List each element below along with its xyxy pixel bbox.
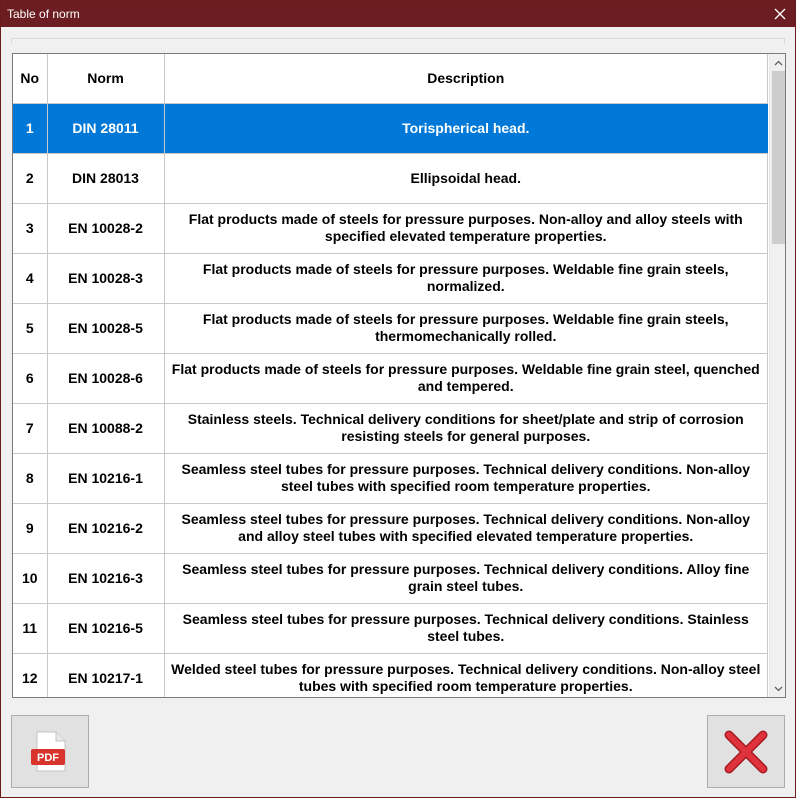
close-dialog-button[interactable] <box>707 715 785 788</box>
cell-description[interactable]: Welded steel tubes for pressure purposes. Technical delivery conditions. Non-alloy steel tubes with specified room temperature properties. <box>164 653 768 698</box>
cell-no[interactable]: 11 <box>13 603 47 653</box>
table-row[interactable] <box>13 503 768 553</box>
cell-description[interactable]: Stainless steels. Technical delivery conditions for sheet/plate and strip of corrosion resisting steels for general purposes. <box>164 403 768 453</box>
cell-norm[interactable]: EN 10216-5 <box>47 603 164 653</box>
cell-no[interactable]: 2 <box>13 153 47 203</box>
cell-description[interactable]: Flat products made of steels for pressure purposes. Weldable fine grain steel, quenched and tempered. <box>164 353 768 403</box>
cell-norm[interactable]: EN 10216-2 <box>47 503 164 553</box>
cell-no[interactable]: 12 <box>13 653 47 698</box>
cell-norm[interactable]: EN 10088-2 <box>47 403 164 453</box>
close-icon <box>774 8 786 20</box>
cell-no[interactable]: 7 <box>13 403 47 453</box>
window-title: Table of norm <box>7 7 80 21</box>
chevron-up-icon <box>774 60 783 66</box>
title-bar[interactable] <box>1 1 795 27</box>
pdf-file-icon <box>27 729 73 775</box>
column-header-norm[interactable]: Norm <box>47 54 164 103</box>
red-x-icon <box>723 729 769 775</box>
column-header-description[interactable]: Description <box>164 54 768 103</box>
norm-grid[interactable] <box>12 53 786 698</box>
cell-norm[interactable]: EN 10217-1 <box>47 653 164 698</box>
norm-table <box>13 54 768 698</box>
cell-no[interactable]: 10 <box>13 553 47 603</box>
chevron-down-icon <box>774 686 783 692</box>
table-row[interactable] <box>13 203 768 253</box>
header-row <box>13 54 768 103</box>
cell-description[interactable]: Ellipsoidal head. <box>164 153 768 203</box>
cell-norm[interactable]: EN 10216-1 <box>47 453 164 503</box>
cell-description[interactable]: Seamless steel tubes for pressure purposes. Technical delivery conditions. Stainless steel tubes. <box>164 603 768 653</box>
group-frame <box>11 38 785 44</box>
cell-no[interactable]: 8 <box>13 453 47 503</box>
table-row[interactable] <box>13 553 768 603</box>
cell-description[interactable]: Seamless steel tubes for pressure purposes. Technical delivery conditions. Non-alloy and alloy steel tubes with specified elevated temperature properties. <box>164 503 768 553</box>
cell-no[interactable]: 1 <box>13 103 47 153</box>
table-row[interactable] <box>13 603 768 653</box>
cell-norm[interactable]: DIN 28013 <box>47 153 164 203</box>
table-row[interactable] <box>13 253 768 303</box>
pdf-label: PDF <box>37 751 59 764</box>
cell-norm[interactable]: DIN 28011 <box>47 103 164 153</box>
column-header-no[interactable]: No <box>13 54 47 103</box>
cell-norm[interactable]: EN 10028-3 <box>47 253 164 303</box>
table-row[interactable] <box>13 303 768 353</box>
cell-no[interactable]: 6 <box>13 353 47 403</box>
cell-no[interactable]: 5 <box>13 303 47 353</box>
cell-norm[interactable]: EN 10028-2 <box>47 203 164 253</box>
cell-description[interactable]: Flat products made of steels for pressure purposes. Weldable fine grain steels, thermomechanically rolled. <box>164 303 768 353</box>
window-close-button[interactable] <box>765 1 795 27</box>
cell-description[interactable]: Seamless steel tubes for pressure purposes. Technical delivery conditions. Non-alloy steel tubes with specified room temperature properties. <box>164 453 768 503</box>
vertical-scrollbar[interactable] <box>769 54 786 697</box>
table-row[interactable] <box>13 453 768 503</box>
scroll-up-button[interactable] <box>770 54 786 71</box>
cell-norm[interactable]: EN 10028-6 <box>47 353 164 403</box>
cell-description[interactable]: Torispherical head. <box>164 103 768 153</box>
table-row[interactable] <box>13 103 768 153</box>
table-row[interactable] <box>13 653 768 698</box>
cell-description[interactable]: Flat products made of steels for pressure purposes. Non-alloy and alloy steels with specified elevated temperature properties. <box>164 203 768 253</box>
cell-norm[interactable]: EN 10216-3 <box>47 553 164 603</box>
cell-no[interactable]: 3 <box>13 203 47 253</box>
table-row[interactable] <box>13 403 768 453</box>
table-row[interactable] <box>13 353 768 403</box>
cell-description[interactable]: Seamless steel tubes for pressure purposes. Technical delivery conditions. Alloy fine grain steel tubes. <box>164 553 768 603</box>
cell-no[interactable]: 9 <box>13 503 47 553</box>
table-row[interactable] <box>13 153 768 203</box>
scroll-thumb[interactable] <box>772 71 785 244</box>
export-pdf-button[interactable] <box>11 715 89 788</box>
cell-norm[interactable]: EN 10028-5 <box>47 303 164 353</box>
cell-description[interactable]: Flat products made of steels for pressure purposes. Weldable fine grain steels, normalized. <box>164 253 768 303</box>
scroll-down-button[interactable] <box>770 680 786 697</box>
cell-no[interactable]: 4 <box>13 253 47 303</box>
